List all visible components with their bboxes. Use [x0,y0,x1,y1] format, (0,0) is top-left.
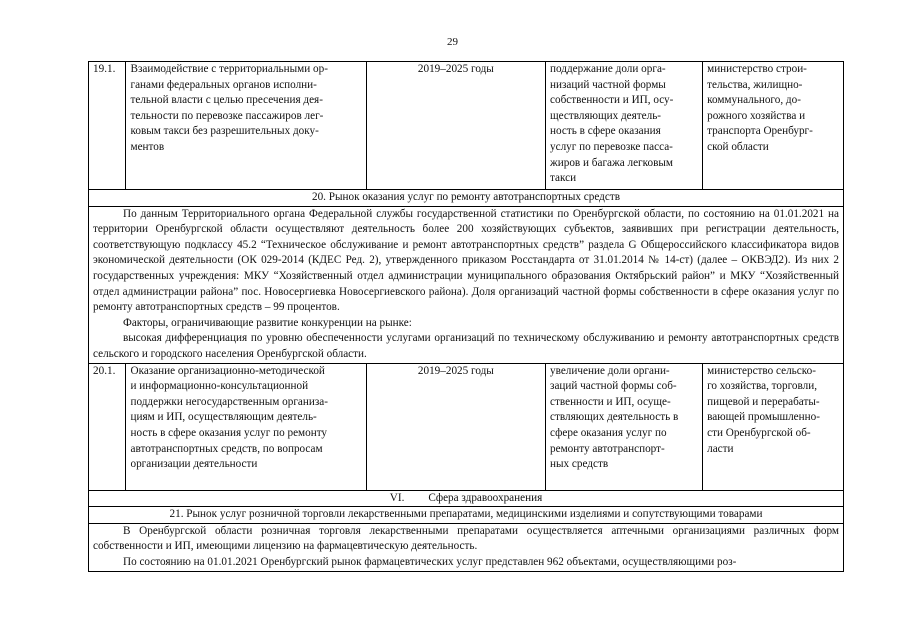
indicator-line: ственности и ИП, осуще- [550,395,671,408]
task-line: и информационно-консультационной [130,380,309,393]
responsible-line: ской области [707,140,769,153]
task-line: Взаимодействие с территориальными ор- [130,63,328,75]
indicator-line: заций частной формы соб- [550,380,677,393]
task-line: автотранспортных средств, по вопросам [130,442,323,455]
task-line: тельности по перевозке пассажиров лег- [130,109,324,122]
indicator-line: собственности и ИП, осу- [550,94,674,107]
paragraph: По данным Территориального органа Федеральной службы государственной статистики по Оренбургской области, по состоянию на 01.01.2021 на территории Оренбургской области осуществляют деятельность более 200 хозяйствующих субъектов, заявивших при регистрации деятельность, соответствующую подклассу 45.2 “Техническое обслуживание и ремонт автотранспортных средств” раздела G Общероссийского классификатора видов экономической деятельности (ОК 029-2014 (КДЕС Ред. 2), утвержденного приказом Росстандарта от 31.01.2014 № 14-ст) (далее – ОКВЭД2). Из них 2 государственных учреждения: МКУ “Хозяйственный отдел администрации муниципального образования Октябрьский район” и МКУ “Хозяйственный отдел администрации района” пос. Новосергиевка Новосергиевского района). Доля организаций частной формы собственности в сфере оказания услуг по ремонту автотранспортных средств – 99 процентов. [93,207,839,314]
table-row-19-1 [89,62,844,190]
paragraph: Факторы, ограничивающие развитие конкуренции на рынке: [123,316,412,329]
task-line: ментов [130,140,165,153]
responsible-line: рожного хозяйства и [707,109,806,122]
indicator-line: жиров и багажа легковым [550,156,673,169]
responsible-line: коммунального, до- [707,94,801,107]
indicator-line: ность в сфере оказания [550,125,661,138]
section-21-text [89,523,844,571]
section-text-row [89,523,844,571]
period-cell: 2019–2025 годы [366,363,545,490]
section-vi-label: Сфера здравоохранения [428,491,543,504]
section-vi-number: VI. [389,491,405,504]
row-number: 20.1. [89,363,126,490]
indicator-cell [546,363,703,490]
section-vi-title [89,490,844,507]
paragraph: По состоянию на 01.01.2021 Оренбургский рынок фармацевтических услуг представлен 962 объектами, осуществляющими роз- [123,555,737,568]
responsible-cell [703,62,844,190]
section-21-title: 21. Рынок услуг розничной торговли лекарственными препаратами, медицинскими изделиями и сопутствующими товарами [89,507,844,524]
responsible-line: тельства, жилищно- [707,78,803,91]
indicator-line: ремонту автотранспорт- [550,442,665,455]
task-line: поддержки негосударственным организа- [130,395,328,408]
section-heading-row [89,490,844,507]
indicator-line: сфере оказания услуг по [550,426,667,439]
indicator-line: низаций частной формы [550,78,666,91]
section-20-title: 20. Рынок оказания услуг по ремонту автотранспортных средств [89,190,844,207]
responsible-line: пищевой и перерабаты- [707,395,820,408]
period-cell: 2019–2025 годы [366,62,545,190]
section-heading-row [89,190,844,207]
responsible-cell [703,363,844,490]
indicator-line: ществляющих деятель- [550,109,662,122]
task-line: Оказание организационно-методической [130,364,325,377]
responsible-line: министерство сельско- [707,364,816,377]
table-row-20-1 [89,363,844,490]
paragraph: высокая дифференциация по уровню обеспеченности услугами организаций по техническому обслуживанию и ремонту автотранспортных средств сельского и городского населения Оренбургской области. [93,332,839,360]
section-20-text [89,206,844,363]
task-cell [126,62,366,190]
responsible-line: транспорта Оренбург- [707,125,813,138]
responsible-line: сти Оренбургской об- [707,426,811,439]
paragraph: В Оренбургской области розничная торговля лекарственными препаратами осуществляется аптечными организациями различных форм собственности и ИП, имеющими лицензию на фармацевтическую деятельность. [93,524,839,553]
task-line: ность в сфере оказания услуг по ремонту [130,426,328,439]
indicator-line: поддержание доли орга- [550,63,666,75]
section-heading-row [89,507,844,524]
responsible-line: го хозяйства, торговли, [707,380,818,393]
indicator-line: услуг по перевозке пасса- [550,140,673,153]
task-line: организации деятельности [130,458,258,471]
responsible-line: ласти [707,442,734,455]
indicator-line: такси [550,172,577,185]
page-number: 29 [447,36,458,48]
responsible-line: вающей промышленно- [707,411,820,424]
task-line: циям и ИП, осуществляющим деятель- [130,411,317,424]
indicator-line: ных средств [550,458,609,471]
task-line: ковым такси без разрешительных доку- [130,125,319,138]
task-cell [126,363,366,490]
indicator-line: ствляющих деятельность в [550,411,679,424]
indicator-line: увеличение доли органи- [550,364,670,377]
task-line: тельной власти с целью пресечения дея- [130,94,323,107]
indicator-cell [546,62,703,190]
task-line: ганами федеральных органов исполни- [130,78,317,91]
responsible-line: министерство строи- [707,63,807,75]
row-number: 19.1. [89,62,126,190]
section-text-row [89,206,844,363]
measures-table [88,61,844,572]
